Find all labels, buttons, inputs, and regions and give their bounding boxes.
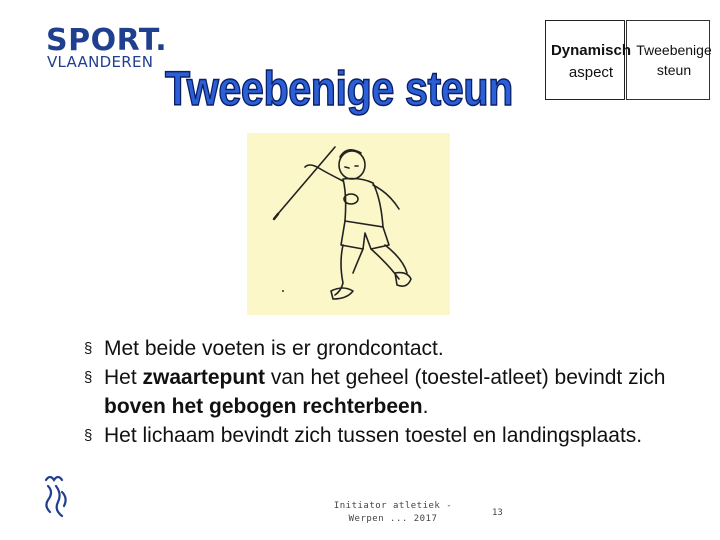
bullet-marker: §: [84, 427, 93, 444]
page-number: 13: [492, 508, 503, 518]
bullet-2-text-b: van het geheel (toestel-atleet) bevindt zich: [265, 366, 666, 389]
dynamic-aspect-bold: Dynamisch: [550, 42, 632, 59]
bullet-list: [86, 334, 666, 450]
javelin-thrower-illustration: [247, 133, 450, 315]
bullet-item-3: [86, 421, 666, 450]
footer-text: [333, 500, 453, 526]
bullet-marker: §: [84, 340, 93, 357]
bullet-item-2: [86, 363, 666, 421]
dynamic-aspect-rest: aspect: [568, 64, 614, 81]
bullet-2-bold-a: zwaartepunt: [142, 366, 266, 389]
bullet-marker: §: [84, 369, 93, 386]
bullet-item-1: [86, 334, 666, 363]
bullet-2-text-a: Het: [104, 366, 143, 389]
footer-line-2: Werpen ... 2017: [348, 514, 438, 524]
footer-line-1: Initiator atletiek -: [333, 501, 453, 511]
bullet-1-text: Met beide voeten is er grondcontact.: [104, 337, 444, 360]
logo-vlaanderen: VLAANDEREN: [47, 53, 154, 71]
bullet-2-text-c: .: [422, 395, 429, 418]
logo-sport: SPORT.: [46, 23, 168, 58]
slide-title: Tweebenige steun: [165, 63, 513, 116]
flemish-lion-icon: [40, 472, 70, 522]
two-leg-support-label: Tweebenige steun: [636, 42, 712, 78]
bullet-3-text: Het lichaam bevindt zich tussen toestel en landingsplaats.: [104, 424, 643, 447]
bullet-2-bold-b: boven het gebogen rechterbeen: [104, 395, 423, 418]
